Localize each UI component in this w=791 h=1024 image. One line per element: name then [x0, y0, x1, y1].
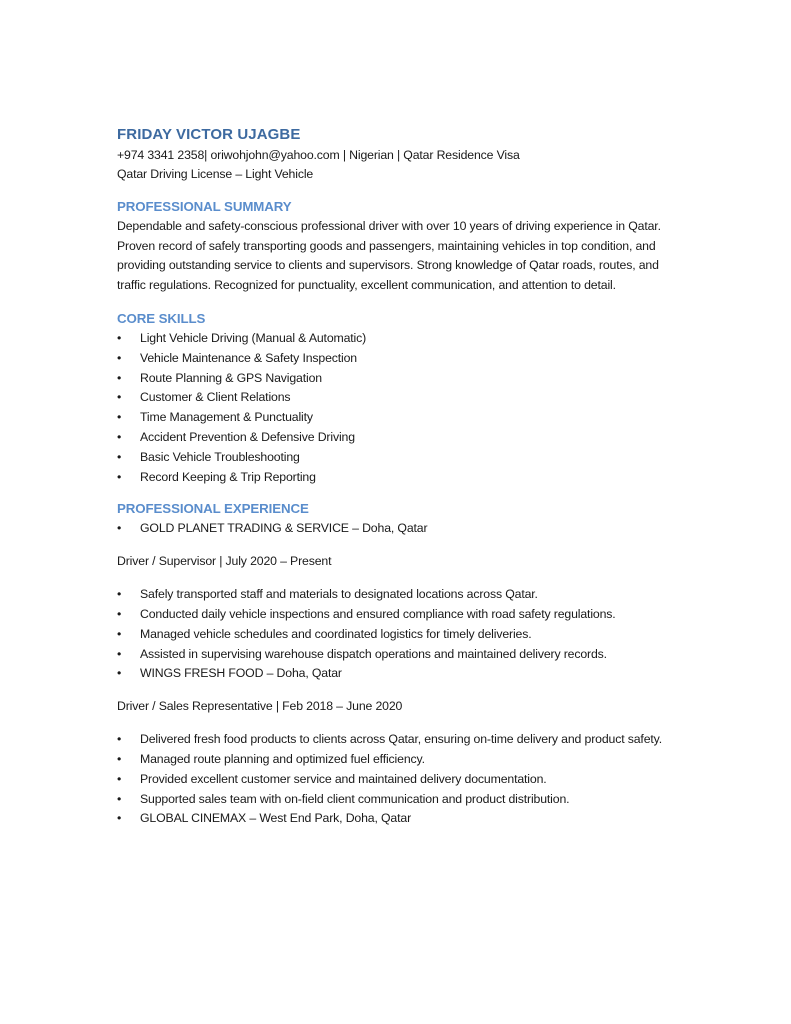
company-item [117, 664, 677, 684]
bullet-icon: • [117, 331, 122, 345]
job-role: Driver / Sales Representative | Feb 2018 – June 2020 [117, 699, 403, 714]
bullet-icon: • [117, 626, 122, 641]
company-name: GLOBAL CINEMAX – West End Park, Doha, Qatar [140, 811, 412, 826]
skills-heading: CORE SKILLS [117, 311, 206, 326]
duty-text: Managed route planning and optimized fuel efficiency. [140, 751, 425, 766]
bullet-icon: • [117, 587, 122, 602]
duty-text: Managed vehicle schedules and coordinated logistics for timely deliveries. [140, 626, 532, 641]
bullet-icon: • [117, 410, 122, 425]
duty-text: Safely transported staff and materials to designated locations across Qatar. [140, 587, 538, 602]
skill-label: Record Keeping & Trip Reporting [140, 469, 316, 484]
duty-text: Delivered fresh food products to clients across Qatar, ensuring on-time delivery and product safety. [140, 732, 663, 747]
bullet-icon: • [117, 469, 122, 484]
bullet-icon: • [117, 449, 122, 464]
experience-heading: PROFESSIONAL EXPERIENCE [117, 501, 309, 517]
duty-text: Conducted daily vehicle inspections and ensured compliance with road safety regulations. [140, 606, 616, 621]
company-item [117, 519, 677, 539]
bullet-icon: • [117, 751, 122, 766]
bullet-icon: • [117, 771, 122, 786]
contact-info: +974 3341 2358| oriwohjohn@yahoo.com | Nigerian | Qatar Residence Visa [117, 148, 520, 162]
list-item [117, 605, 677, 625]
duty-text: Supported sales team with on-field client communication and product distribution. [140, 791, 570, 806]
company-name: GOLD PLANET TRADING & SERVICE – Doha, Qatar [140, 521, 428, 536]
list-item [117, 408, 677, 428]
skill-label: Accident Prevention & Defensive Driving [140, 429, 355, 444]
skill-label: Vehicle Maintenance & Safety Inspection [140, 350, 358, 365]
list-item [117, 448, 677, 468]
list-item [117, 770, 677, 790]
job-role: Driver / Supervisor | July 2020 – Present [117, 554, 332, 569]
bullet-icon: • [117, 732, 122, 747]
bullet-icon: • [117, 370, 122, 385]
bullet-icon: • [117, 390, 122, 405]
company-list [117, 519, 677, 539]
skills-list [117, 329, 677, 487]
bullet-icon: • [117, 521, 122, 536]
list-item [117, 388, 677, 408]
bullet-icon: • [117, 666, 122, 681]
duty-text: Assisted in supervising warehouse dispatch operations and maintained delivery records. [140, 646, 607, 661]
list-item [117, 730, 677, 750]
skill-label: Light Vehicle Driving (Manual & Automatic) [140, 331, 367, 345]
skill-label: Route Planning & GPS Navigation [140, 370, 322, 385]
skill-label: Basic Vehicle Troubleshooting [140, 449, 300, 464]
bullet-icon: • [117, 811, 122, 826]
company-name: WINGS FRESH FOOD – Doha, Qatar [140, 666, 342, 681]
bullet-icon: • [117, 606, 122, 621]
list-item [117, 349, 677, 369]
list-item [117, 790, 677, 810]
bullet-icon: • [117, 646, 122, 661]
summary-heading: PROFESSIONAL SUMMARY [117, 199, 292, 214]
duties-list [117, 730, 677, 829]
license-info: Qatar Driving License – Light Vehicle [117, 167, 314, 181]
skill-label: Time Management & Punctuality [140, 410, 313, 425]
list-item [117, 369, 677, 389]
resume-page [117, 124, 677, 829]
list-item [117, 625, 677, 645]
skill-label: Customer & Client Relations [140, 390, 291, 405]
candidate-name: FRIDAY VICTOR UJAGBE [117, 126, 301, 143]
list-item [117, 585, 677, 605]
list-item [117, 329, 677, 349]
list-item [117, 428, 677, 448]
list-item [117, 468, 677, 488]
list-item [117, 645, 677, 665]
bullet-icon: • [117, 791, 122, 806]
summary-text: Dependable and safety-conscious professional driver with over 10 years of driving experience in Qatar. Proven record of safely transporting goods and passengers, maintaining vehicles in top condition, and providing outstanding service to clients and supervisors. Strong knowledge of Qatar roads, routes, and traffic regulations. Recognized for punctuality, excellent communication, and attention to detail. [117, 219, 661, 292]
duty-text: Provided excellent customer service and maintained delivery documentation. [140, 771, 547, 786]
bullet-icon: • [117, 350, 122, 365]
bullet-icon: • [117, 429, 122, 444]
duties-list [117, 585, 677, 684]
list-item [117, 750, 677, 770]
company-item [117, 809, 677, 829]
